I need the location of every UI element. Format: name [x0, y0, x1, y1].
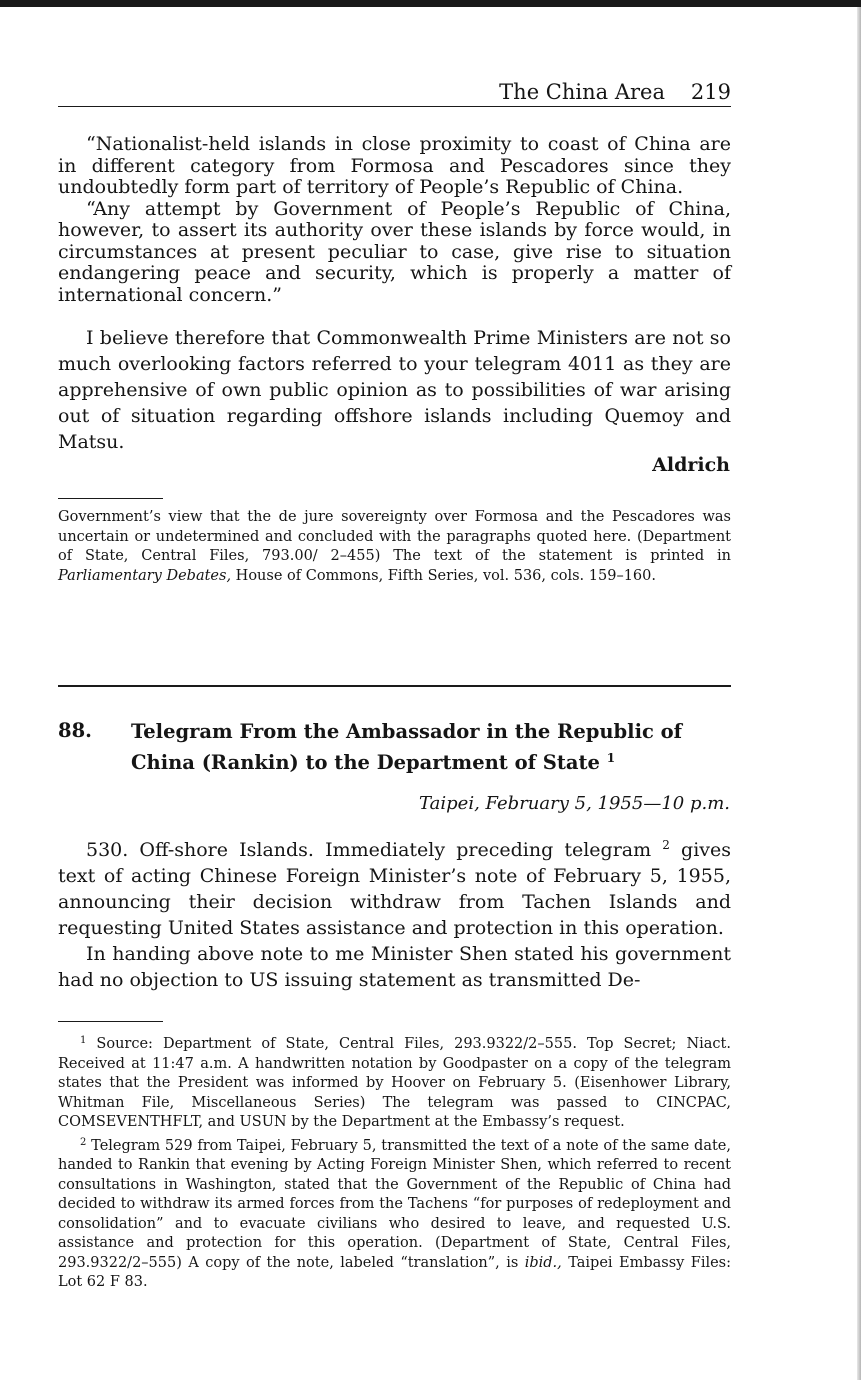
telegram-para1-rest: gives text of acting Chinese Foreign Minister’s note of February 5, 1955, announcing their decision withdraw from Tachen Islands and requesting United States assistance and protection in this operation.: [58, 839, 732, 939]
footnote-ref-2: 2: [662, 838, 670, 852]
footnote-2: [58, 1133, 731, 1293]
footnote-2-italic: ibid.,: [524, 1254, 562, 1271]
footnote-continuation-end: House of Commons, Fifth Series, vol. 536, cols. 159–160.: [231, 567, 656, 584]
footnote-1-mark: 1: [80, 1035, 87, 1046]
document-number: 88.: [58, 719, 92, 742]
signature: Aldrich: [652, 454, 730, 476]
footnote-2-mark: 2: [80, 1136, 87, 1148]
footnote-rule-top: [58, 498, 163, 499]
footnote-continuation: [58, 508, 731, 586]
quote-paragraph-2: “Any attempt by Government of People’s Republic of China, however, to assert its authority over these islands by force would, in circumstances at present peculiar to case, give rise to situation endangering peace and security, which is properly a matter of international concern.”: [58, 197, 731, 306]
section-divider: [58, 685, 731, 687]
document-title-text: Telegram From the Ambassador in the Republic of China (Rankin) to the Department of State: [131, 720, 683, 774]
telegram-paragraph-1: [58, 832, 731, 941]
page-number: 219: [690, 80, 731, 104]
telegram-paragraph-2: In handing above note to me Minister Shen stated his government had no objection to US issuing statement as transmitted De-: [58, 943, 731, 991]
quote-paragraph-1: “Nationalist-held islands in close proximity to coast of China are in different category from Formosa and Pescadores since they undoubtedly form part of territory of People’s Republic of China.: [58, 133, 731, 198]
running-head: [58, 78, 731, 107]
scan-border-top: [0, 0, 861, 7]
footnote-2-end: Taipei Embassy Files: Lot 62 F 83.: [58, 1254, 732, 1290]
quoted-statement: [58, 134, 731, 306]
body-paragraph: [58, 325, 731, 455]
footnote-ref-1: 1: [606, 751, 616, 765]
scan-border-right: [857, 7, 861, 1380]
telegram-body: [58, 832, 731, 993]
footnote-1: [58, 1031, 731, 1133]
footnote-1-text: Source: Department of State, Central Files, 293.9322/2–555. Top Secret; Niact. Received at 11:47 a.m. A handwritten notation by Goodpaster on a copy of the telegram states that the President was informed by Hoover on February 5. (Eisenhower Library, Whitman File, Miscellaneous Series) The telegram was passed to CINCPAC, COMSEVENTHFLT, and USUN by the Department at the Embassy’s request.: [58, 1036, 731, 1130]
footnote-italic-source: Parliamentary Debates,: [58, 567, 232, 584]
telegram-para1-start: 530. Off-shore Islands. Immediately preceding telegram: [86, 839, 652, 861]
footnote-rule-bottom: [58, 1021, 163, 1022]
document-title: [131, 719, 731, 776]
dateline: Taipei, February 5, 1955—10 p.m.: [419, 793, 730, 814]
footnote-2-text: Telegram 529 from Taipei, February 5, transmitted the text of a note of the same date, handed to Rankin that evening by Acting Foreign Minister Shen, which referred to recent consultations in Washington, stated that the Government of the Republic of China had decided to withdraw its armed forces from the Tachens “for purposes of redeployment and consolidation” and to evacuate civilians who desired to leave, and requested U.S. assistance and protection for this operation. (Department of State, Central Files, 293.9322/2–555) A copy of the note, labeled “translation”, is: [58, 1137, 731, 1271]
footnote-continuation-text: Government’s view that the de jure sovereignty over Formosa and the Pescadores was uncertain or undetermined and concluded with the paragraphs quoted here. (Department of State, Central Files, 793.00/ 2–455) The text of the statement is printed in: [58, 509, 731, 564]
footnotes: [58, 1031, 731, 1293]
running-head-title: The China Area: [499, 80, 665, 104]
paragraph-commonwealth: I believe therefore that Commonwealth Prime Ministers are not so much overlooking factors referred to your telegram 4011 as they are apprehensive of own public opinion as to possibilities of war arising out of situation regarding offshore islands including Quemoy and Matsu.: [58, 327, 731, 453]
